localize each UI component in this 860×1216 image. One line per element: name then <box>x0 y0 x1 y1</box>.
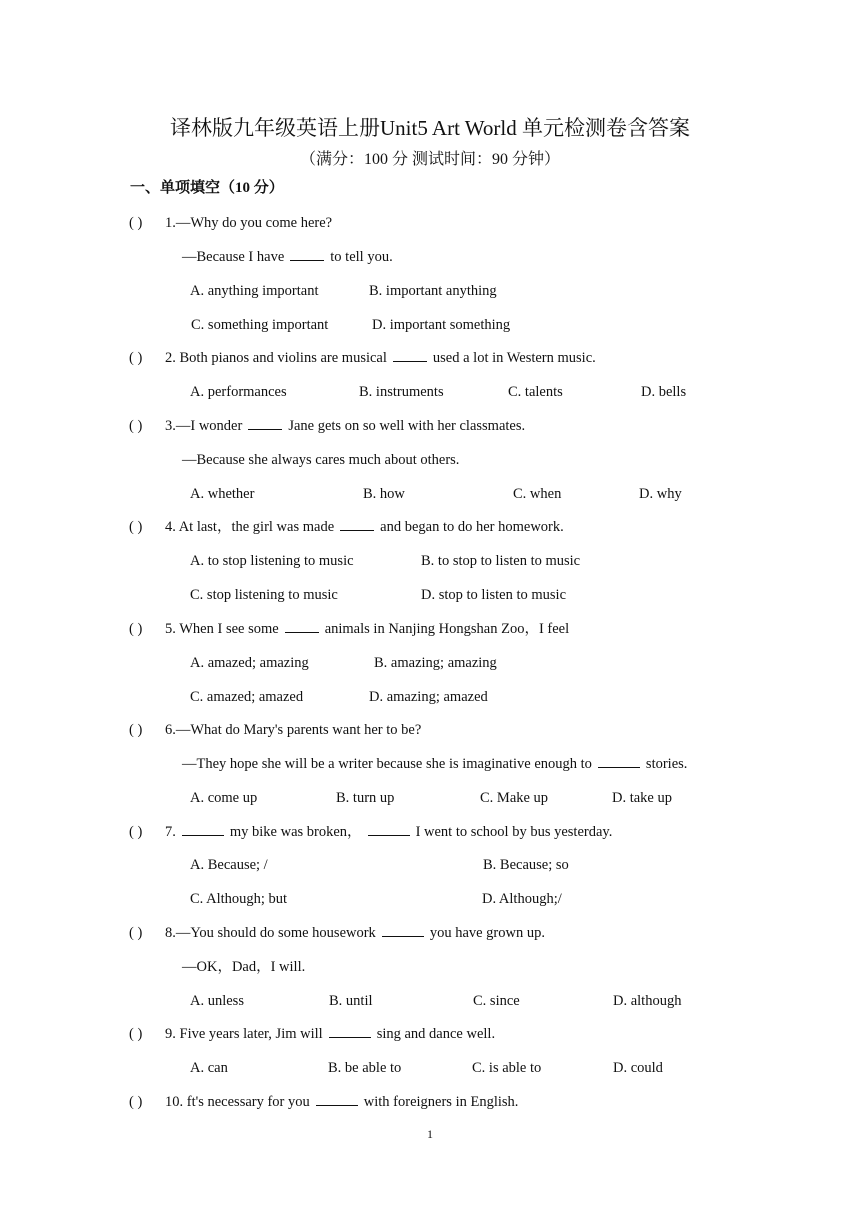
option-c: C. amazed; amazed <box>190 689 304 705</box>
question-1-options-ab <box>0 279 860 303</box>
question-5 <box>0 617 860 641</box>
option-b: B. amazing; amazing <box>374 655 497 671</box>
option-c: C. stop listening to music <box>190 587 338 603</box>
question-8 <box>0 921 860 945</box>
page-number: 1 <box>427 1127 433 1141</box>
answer-blank <box>290 246 324 261</box>
answer-blank <box>248 415 282 430</box>
question-text <box>165 921 545 945</box>
question-text <box>165 1090 518 1114</box>
section-heading: 一、单项填空（10 分） <box>130 180 284 196</box>
answer-paren: ( ) <box>129 621 143 637</box>
option-c: C. Make up <box>480 790 549 806</box>
question-8-options <box>0 989 860 1013</box>
question-text-end: you have grown up. <box>429 925 545 941</box>
option-b: B. instruments <box>359 384 444 400</box>
answer-paren: ( ) <box>129 418 143 434</box>
document-subtitle: （满分：100 分 测试时间：90 分钟） <box>299 151 560 168</box>
question-text-start: 3.—I wonder <box>165 418 243 434</box>
question-text <box>165 1022 495 1046</box>
question-text-start: 9. Five years later, Jim will <box>165 1026 323 1042</box>
option-a: A. Because; / <box>190 857 268 873</box>
option-d: D. amazing; amazed <box>369 689 488 705</box>
question-8-reply <box>0 955 860 979</box>
option-b: B. important anything <box>369 283 497 299</box>
answer-blank <box>382 922 424 937</box>
answer-paren: ( ) <box>129 722 143 738</box>
option-a: A. to stop listening to music <box>190 553 354 569</box>
option-a: A. can <box>190 1060 228 1076</box>
reply-text-end: stories. <box>645 756 688 772</box>
option-b: B. Because; so <box>483 857 569 873</box>
option-b: B. how <box>363 486 405 502</box>
option-a: A. amazed; amazing <box>190 655 309 671</box>
option-b: B. to stop to listen to music <box>421 553 581 569</box>
option-b: B. until <box>329 993 373 1009</box>
question-text-end: animals in Nanjing Hongshan Zoo，I feel <box>324 621 570 637</box>
question-text-start: 5. When I see some <box>165 621 279 637</box>
question-7-options-cd <box>0 887 860 911</box>
answer-blank <box>340 516 374 531</box>
reply-text: —Because I have <box>182 249 285 265</box>
question-text: 6.—What do Mary's parents want her to be? <box>165 722 422 738</box>
question-text-middle: my bike was broken， <box>229 824 362 840</box>
answer-blank <box>393 347 427 362</box>
question-3-options <box>0 482 860 506</box>
answer-paren: ( ) <box>129 519 143 535</box>
document-title: 译林版九年级英语上册Unit5 Art World 单元检测卷含答案 <box>169 116 690 140</box>
reply-line <box>182 752 687 776</box>
answer-blank <box>285 618 319 633</box>
option-d: D. bells <box>641 384 687 400</box>
option-a: A. whether <box>190 486 255 502</box>
question-1 <box>0 211 860 235</box>
option-a: A. unless <box>190 993 244 1009</box>
question-1-reply <box>0 245 860 269</box>
question-text-end: used a lot in Western music. <box>432 350 596 366</box>
question-4 <box>0 515 860 539</box>
answer-blank <box>368 821 410 836</box>
question-text-start: 10. ft's necessary for you <box>165 1094 310 1110</box>
question-6 <box>0 718 860 742</box>
answer-blank <box>598 753 640 768</box>
answer-paren: ( ) <box>129 1026 143 1042</box>
option-d: D. stop to listen to music <box>421 587 566 603</box>
option-c: C. Although; but <box>190 891 288 907</box>
question-text <box>165 617 569 641</box>
question-10 <box>0 1090 860 1114</box>
question-9-options <box>0 1056 860 1080</box>
answer-blank <box>329 1023 371 1038</box>
answer-blank <box>182 821 224 836</box>
question-text <box>165 346 596 370</box>
question-9 <box>0 1022 860 1046</box>
reply-text-end: to tell you. <box>330 249 393 265</box>
question-text-start: 8.—You should do some housework <box>165 925 376 941</box>
question-text-end: and began to do her homework. <box>380 519 564 535</box>
question-text: 1.—Why do you come here? <box>165 215 333 231</box>
question-text-start: 4. At last，the girl was made <box>165 519 335 535</box>
answer-paren: ( ) <box>129 1094 143 1110</box>
question-3 <box>0 414 860 438</box>
question-2 <box>0 346 860 370</box>
option-c: C. when <box>513 486 562 502</box>
answer-blank <box>316 1091 358 1106</box>
option-a: A. come up <box>190 790 258 806</box>
option-c: C. something important <box>191 317 329 333</box>
question-4-options-ab <box>0 549 860 573</box>
answer-paren: ( ) <box>129 925 143 941</box>
option-d: D. take up <box>612 790 672 806</box>
option-c: C. since <box>473 993 520 1009</box>
option-c: C. is able to <box>472 1060 542 1076</box>
option-b: B. turn up <box>336 790 395 806</box>
question-5-options-cd <box>0 685 860 709</box>
question-4-options-cd <box>0 583 860 607</box>
answer-paren: ( ) <box>129 350 143 366</box>
question-7-options-ab <box>0 853 860 877</box>
question-2-options <box>0 380 860 404</box>
question-text <box>165 515 564 539</box>
question-5-options-ab <box>0 651 860 675</box>
question-text <box>165 820 612 844</box>
question-text-end: sing and dance well. <box>376 1026 496 1042</box>
question-7 <box>0 820 860 844</box>
option-d: D. important something <box>372 317 511 333</box>
question-1-options-cd <box>0 313 860 337</box>
option-a: A. anything important <box>190 283 319 299</box>
question-text-end: Jane gets on so well with her classmates. <box>288 418 526 434</box>
question-text-start: 7. <box>165 824 176 840</box>
option-b: B. be able to <box>328 1060 402 1076</box>
question-6-reply <box>0 752 860 776</box>
reply-line: —Because she always cares much about others. <box>182 452 460 468</box>
reply-line <box>182 245 393 269</box>
question-text <box>165 414 525 438</box>
answer-paren: ( ) <box>129 824 143 840</box>
option-c: C. talents <box>508 384 563 400</box>
question-3-reply <box>0 448 860 472</box>
option-d: D. Although;/ <box>482 891 562 907</box>
question-6-options <box>0 786 860 810</box>
question-text-end: I went to school by bus yesterday. <box>415 824 613 840</box>
option-d: D. could <box>613 1060 663 1076</box>
reply-line: —OK，Dad，I will. <box>182 959 306 975</box>
option-a: A. performances <box>190 384 287 400</box>
answer-paren: ( ) <box>129 215 143 231</box>
option-d: D. although <box>613 993 682 1009</box>
reply-text: —They hope she will be a writer because she is imaginative enough to <box>182 756 592 772</box>
question-text-start: 2. Both pianos and violins are musical <box>165 350 387 366</box>
option-d: D. why <box>639 486 682 502</box>
question-text-end: with foreigners in English. <box>363 1094 519 1110</box>
